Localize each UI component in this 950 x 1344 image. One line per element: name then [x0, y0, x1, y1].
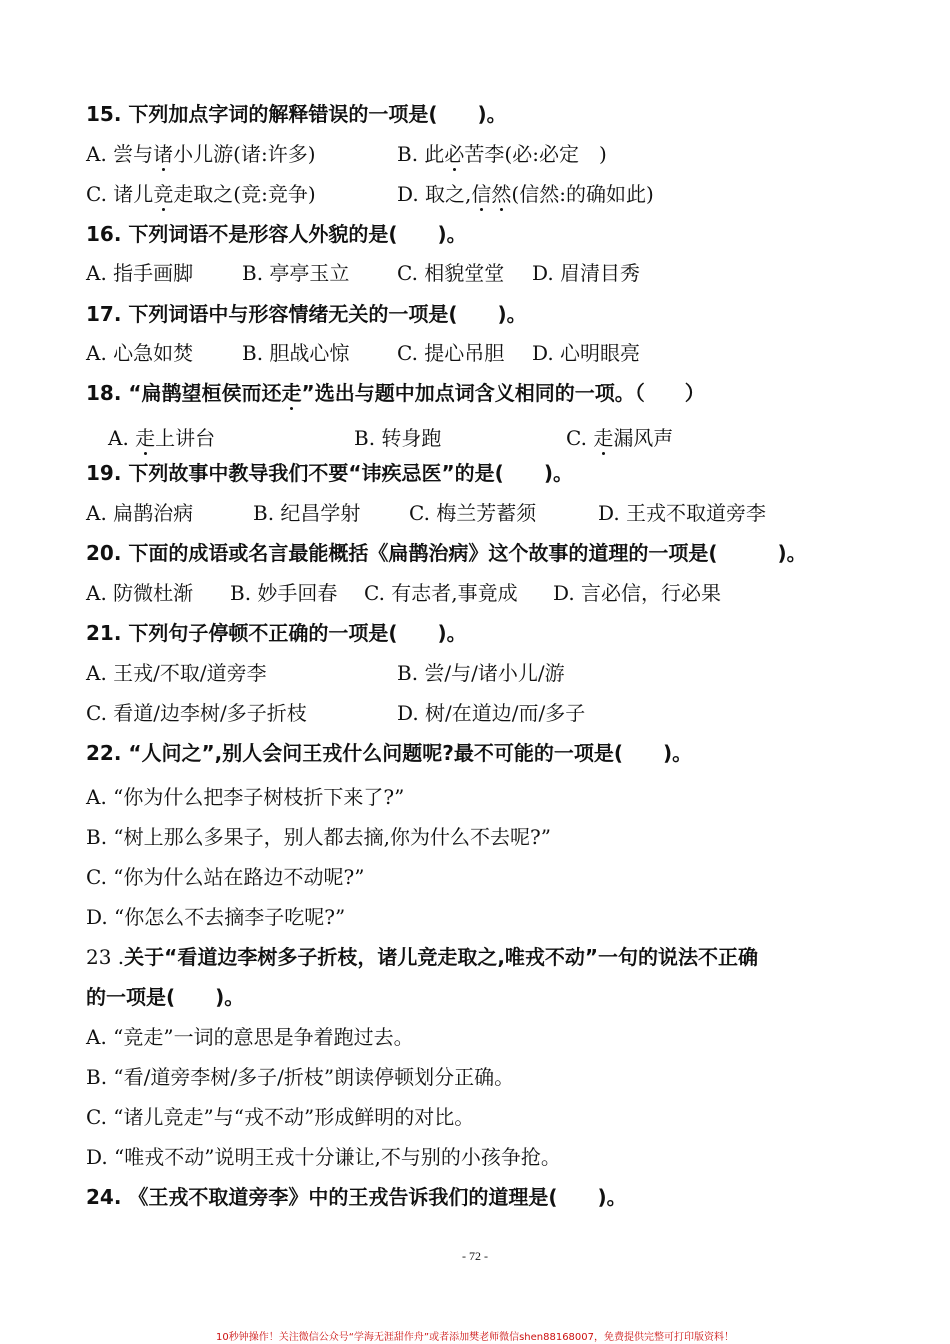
option-19-c: C. 梅兰芳蓄须 [409, 501, 537, 525]
question-19-stem: 19. 下列故事中教导我们不要“讳疾忌医”的是( )。 [86, 461, 573, 485]
option-18-a: A. 走上讲台 [108, 426, 216, 450]
option-18-b: B. 转身跑 [354, 426, 442, 450]
option-17-a: A. 心急如焚 [86, 341, 194, 365]
option-21-a: A. 王戎/不取/道旁李 [86, 661, 267, 685]
option-15-c: C. 诸儿竞走取之(竞:竞争) [86, 182, 316, 206]
question-20-options [86, 583, 866, 605]
question-16-stem: 16. 下列词语不是形容人外貌的是( )。 [86, 222, 467, 246]
question-17-options [86, 343, 866, 365]
dotted-char: 走 [281, 381, 302, 405]
dotted-char: 诸 [153, 142, 174, 166]
question-24-stem: 24. 《王戎不取道旁李》中的王戎告诉我们的道理是( )。 [86, 1185, 627, 1209]
dotted-char: 必 [444, 142, 465, 166]
option-17-b: B. 胆战心惊 [242, 341, 350, 365]
page-number: - 72 - [462, 1249, 488, 1263]
option-21-c: C. 看道/边李树/多子折枝 [86, 701, 307, 725]
option-19-b: B. 纪昌学射 [253, 501, 361, 525]
question-21-stem: 21. 下列句子停顿不正确的一项是( )。 [86, 621, 467, 645]
question-15-stem: 15. 下列加点字词的解释错误的一项是( )。 [86, 102, 507, 126]
option-22-c: C. “你为什么站在路边不动呢?” [86, 865, 365, 889]
question-21-options-row-1 [86, 663, 866, 685]
option-16-b: B. 亭亭玉立 [242, 261, 350, 285]
question-19-options [86, 503, 866, 525]
question-21-options-row-2 [86, 703, 866, 725]
question-23-number: 23 . [86, 945, 125, 969]
option-21-b: B. 尝/与/诸小儿/游 [397, 661, 565, 685]
option-17-c: C. 提心吊胆 [397, 341, 505, 365]
option-23-c: C. “诸儿竞走”与“戎不动”形成鲜明的对比。 [86, 1105, 475, 1129]
dotted-char: 走 [135, 426, 156, 450]
option-20-a: A. 防微杜渐 [86, 581, 194, 605]
option-16-a: A. 指手画脚 [86, 261, 194, 285]
option-22-a: A. “你为什么把李子树枝折下来了?” [86, 785, 405, 809]
dotted-char: 信 [471, 182, 492, 206]
option-22-b: B. “树上那么多果子，别人都去摘,你为什么不去呢?” [86, 825, 551, 849]
dotted-char: 竞 [153, 182, 174, 206]
option-17-d: D. 心明眼亮 [532, 341, 641, 365]
option-19-a: A. 扁鹊治病 [86, 501, 194, 525]
option-23-b: B. “看/道旁李树/多子/折枝”朗读停顿划分正确。 [86, 1065, 515, 1089]
footer-note: 10秒钟操作！关注微信公众号“学海无涯甜作舟”或者添加樊老师微信shen88168007，免费提供完整可打印版资料！ [215, 1332, 735, 1343]
option-15-b: B. 此必苦李(必:必定 ) [397, 142, 607, 166]
option-19-d: D. 王戎不取道旁李 [598, 501, 767, 525]
question-16-options [86, 263, 866, 285]
question-23-stem-line-2: 的一项是( )。 [86, 985, 245, 1009]
option-15-d: D. 取之,信然(信然:的确如此) [397, 182, 654, 206]
question-18-options [108, 428, 848, 450]
option-20-b: B. 妙手回春 [230, 581, 338, 605]
question-17-stem: 17. 下列词语中与形容情绪无关的一项是( )。 [86, 302, 527, 326]
dotted-char: 然 [491, 182, 512, 206]
option-23-a: A. “竞走”一词的意思是争着跑过去。 [86, 1025, 414, 1049]
question-15-options-row-2 [86, 184, 866, 206]
question-22-stem: 22. “人问之”,别人会问王戎什么问题呢?最不可能的一项是( )。 [86, 741, 693, 765]
option-15-a: A. 尝与诸小儿游(诸:许多) [86, 142, 316, 166]
option-16-c: C. 相貌堂堂 [397, 261, 505, 285]
option-20-d: D. 言必信，行必果 [553, 581, 722, 605]
question-15-options-row-1 [86, 144, 866, 166]
option-23-d: D. “唯戎不动”说明王戎十分谦让,不与别的小孩争抢。 [86, 1145, 561, 1169]
option-16-d: D. 眉清目秀 [532, 261, 641, 285]
option-21-d: D. 树/在道边/而/多子 [397, 701, 586, 725]
question-23-stem-line-1: 23 .关于“看道边李树多子折枝，诸儿竞走取之,唯戎不动”一句的说法不正确 [86, 945, 759, 969]
option-18-c: C. 走漏风声 [566, 426, 674, 450]
option-22-d: D. “你怎么不去摘李子吃呢?” [86, 905, 346, 929]
question-20-stem: 20. 下面的成语或名言最能概括《扁鹊治病》这个故事的道理的一项是( )。 [86, 541, 807, 565]
option-20-c: C. 有志者,事竟成 [364, 581, 518, 605]
dotted-char: 走 [593, 426, 614, 450]
question-18-stem: 18. “扁鹊望桓侯而还走”选出与题中加点词含义相同的一项。（ ） [86, 381, 705, 405]
